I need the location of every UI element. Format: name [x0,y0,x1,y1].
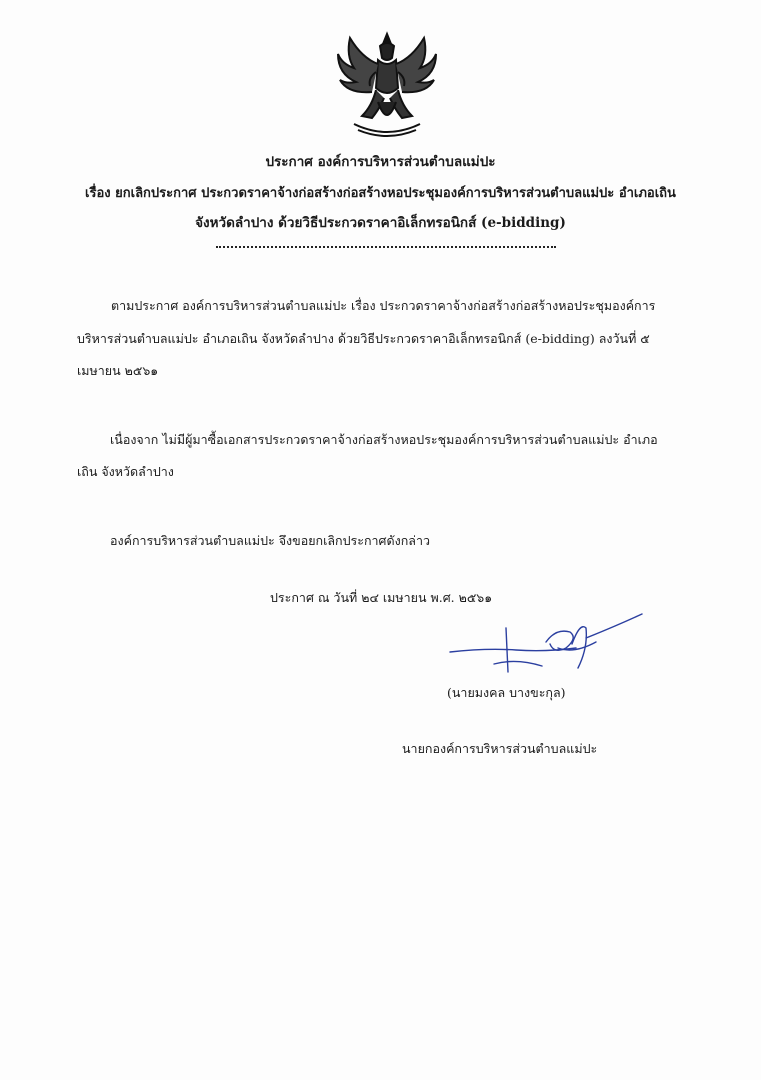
announcement-date: ประกาศ ณ วันที่ ๒๔ เมษายน พ.ศ. ๒๕๖๑ [270,590,493,605]
dotted-divider [216,246,556,248]
paragraph-1-line-3: เมษายน ๒๕๖๑ [77,363,159,378]
announcement-subject: เรื่อง ยกเลิกประกาศ ประกวดราคาจ้างก่อสร้างก่อสร้างหอประชุมองค์การบริหารส่วนตำบลแม่ปะ อำเภอเถิน [85,186,676,201]
paragraph-2-line-2: เถิน จังหวัดลำปาง [77,464,174,479]
paragraph-1-line-2: บริหารส่วนตำบลแม่ปะ อำเภอเถิน จังหวัดลำปาง ด้วยวิธีประกวดราคาอิเล็กทรอนิกส์ (e-bidding) ลงวันที่ ๕ [77,331,650,346]
paragraph-1-line-1: ตามประกาศ องค์การบริหารส่วนตำบลแม่ปะ เรื่อง ประกวดราคาจ้างก่อสร้างก่อสร้างหอประชุมองค์การ [111,298,656,313]
garuda-emblem-icon [332,28,442,140]
signer-name: (นายมงคล บางขะกุล) [447,685,566,700]
paragraph-3: องค์การบริหารส่วนตำบลแม่ปะ จึงขอยกเลิกประกาศดังกล่าว [110,533,430,548]
handwritten-signature-icon [446,608,646,678]
paragraph-2-line-1: เนื่องจาก ไม่มีผู้มาซื้อเอกสารประกวดราคาจ้างก่อสร้างหอประชุมองค์การบริหารส่วนตำบลแม่ปะ อำเภอ [110,432,658,447]
announcement-title: ประกาศ องค์การบริหารส่วนตำบลแม่ปะ [265,154,496,170]
signer-title: นายกองค์การบริหารส่วนตำบลแม่ปะ [402,741,598,756]
announcement-subject-continued: จังหวัดลำปาง ด้วยวิธีประกวดราคาอิเล็กทรอนิกส์ (e-bidding) [195,215,566,231]
